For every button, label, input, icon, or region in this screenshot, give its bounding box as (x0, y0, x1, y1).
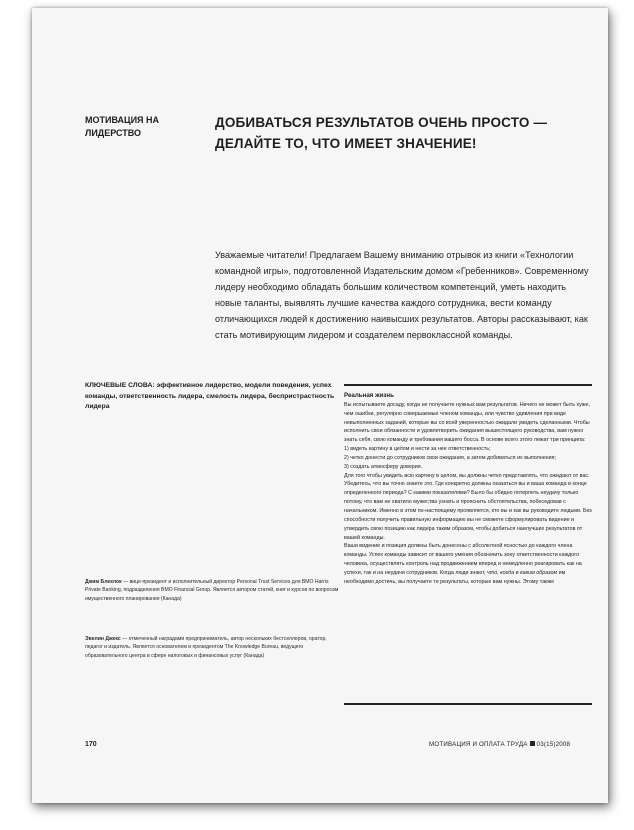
sidebar-paragraph: Вы испытываете досаду, когда не получаете нужных вам результатов. Ничего не может быть хуже, чем ошибки, регулярно совершаемые членом команды, или чувство удивления при виде невыполненных заданий, которые вы со всей уверенностью ожидали увидеть сделанными. Чтобы исполнить свои обязанности и удовлетворить ожидания вышестоящего руководства, вам нужно знать себя, свою команду и требования вашего босса. В основе всего этого лежат три принципа: (344, 401, 590, 444)
article-title: ДОБИВАТЬСЯ РЕЗУЛЬТАТОВ ОЧЕНЬ ПРОСТО — ДЕЛАЙТЕ ТО, ЧТО ИМЕЕТ ЗНАЧЕНИЕ! (215, 115, 548, 151)
journal-issue: 03(15)2008 (536, 741, 571, 748)
page-number: 170 (85, 741, 97, 748)
page-sheet (32, 8, 608, 803)
intro-paragraph: Уважаемые читатели! Предлагаем Вашему вниманию отрывок из книги «Технологии командной игры», подготовленной Издательским домом «Гребенников». Современному лидеру необходимо обладать большим количеством компетенций, уметь находить новые таланты, выявлять лучшие качества каждого сотрудника, вести команду отличающихся людей к достижению наивысших результатов. Авторы рассказывают, как стать мотивирующим лидером и создателем первоклассной команды. (215, 250, 589, 340)
journal-footer (429, 741, 570, 748)
author-name: Эвелин Джекс (85, 636, 121, 642)
sidebar-real-life (344, 392, 592, 587)
author-description: — отмеченный наградами предприниматель, автор нескольких бестселлеров, оратор, педагог и издатель. Является основателем и президентом The Knowledge Bureau, ведущего образовательного центра в сфере налоговых и финансовых услуг (Канада) (85, 636, 327, 659)
sidebar-list-item: 1) видеть картину в целом и нести за нее ответственность; (344, 446, 491, 453)
author-description: — вице-президент и исполнительный директор Personal Trust Services для BMO Harris Private Banking, подразделения BMO Financial Group. Является автором статей, книг и курсов по вопросам имущественного планирования (Канада) (85, 579, 339, 602)
sidebar-paragraph: Ваши видение и позиция должны быть донесены с абсолютной ясностью до каждого члена команды. Успех команды зависит от вашего умения обозначить зону ответственности каждого человека, осуществлять контроль над продвижением вперед и немедленно реагировать как на успехи, так и на неудачи сотрудников. Когда люди знают, что, когда и каким образом им необходимо достичь, вы получаете те результаты, которые вам нужны. Этому также (344, 543, 582, 585)
square-bullet-icon (530, 741, 535, 746)
sidebar-list-item: 3) создать атмосферу доверия. (344, 463, 423, 470)
author-name: Джим Блеклок (85, 579, 122, 585)
sidebar-top-rule (344, 384, 592, 386)
keywords: КЛЮЧЕВЫЕ СЛОВА: эффективное лидерство, модели поведения, успех команды, ответственность лидера, смелость лидера, беспристрастность лидера (85, 382, 335, 410)
author-bio-2 (85, 635, 343, 660)
sidebar-list-item: 2) четко донести до сотрудников свои ожидания, а затем добиваться их выполнения; (344, 454, 556, 461)
sidebar-title: Реальная жизнь (344, 392, 394, 399)
sidebar-paragraph: Для того чтобы увидеть всю картину в целом, вы должны четко представлять, что ожидают от вас. Убедитесь, что вы точно знаете это. Где конкретно должны оказаться вы и ваша команда в конце определенного периода? С какими показателями? Было бы обидно потерпеть неудачу только потому, что вам не хватило мужества узнать и прояснить обстоятельства, побеседовав с начальником. Именно в этом по-настоящему проявляется, кто вы и как вы руководите людьми. Без способности получить правильную информацию вы не сможете сформулировать видение и утвердить свою позицию как лидера таким образом, чтобы добиться наилучших результатов от вашей команды. (344, 472, 592, 541)
section-label: МОТИВАЦИЯ НА ЛИДЕРСТВО (85, 115, 160, 138)
journal-name: МОТИВАЦИЯ И ОПЛАТА ТРУДА (429, 741, 528, 748)
author-bio-1 (85, 578, 343, 603)
sidebar-bottom-rule (344, 703, 592, 705)
